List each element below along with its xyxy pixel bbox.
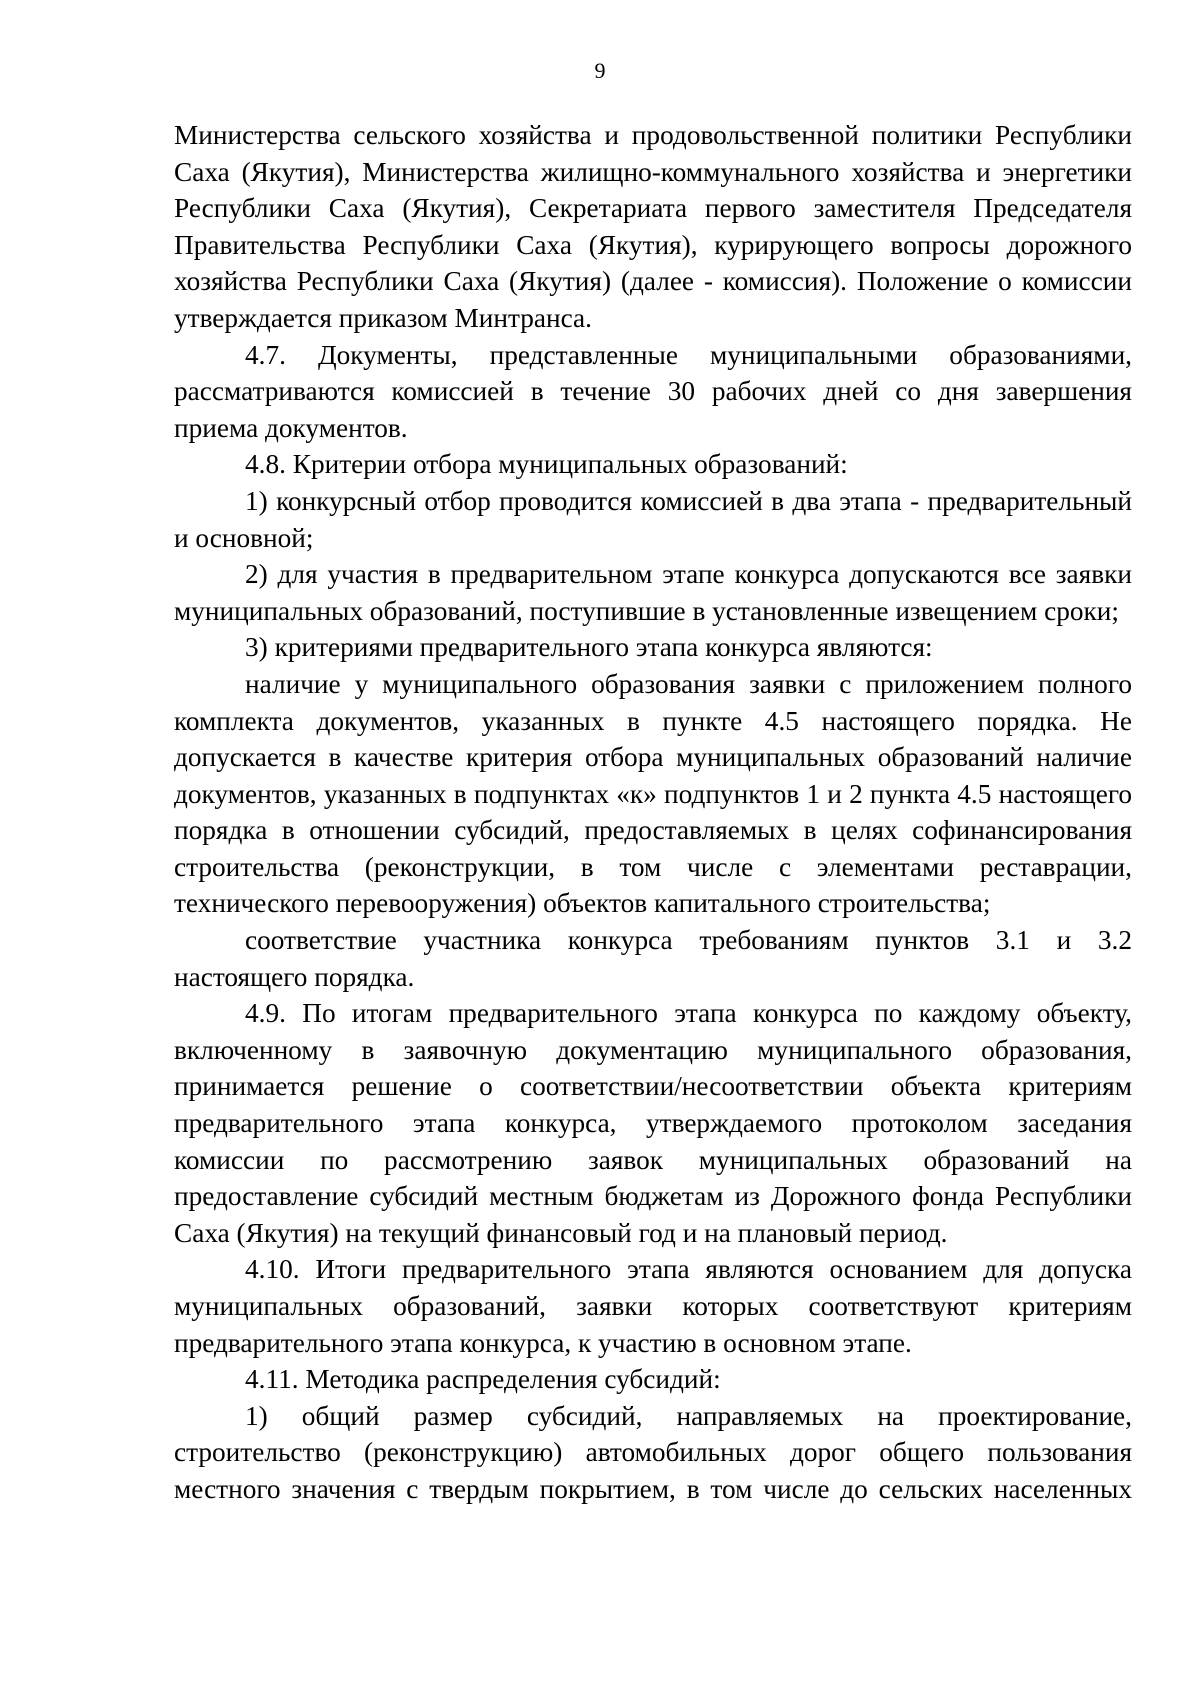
paragraph-criterion-documents: наличие у муниципального образования заявки с приложением полного комплекта документов, указанных в пункте 4.5 настоящего порядка. Не допускается в качестве критерия отбора муниципальных образований наличие документов, указанных в подпунктах «к» подпунктов 1 и 2 пункта 4.5 настоящего порядка в отношении субсидий, предоставляемых в целях софинансирования строительства (реконструкции, в том числе с элементами реставрации, технического перевооружения) объектов капитального строительства; <box>174 668 1132 919</box>
paragraph-4-8-item-3: 3) критериями предварительного этапа конкурса являются: <box>245 632 933 663</box>
paragraph-criterion-requirements: соответствие участника конкурса требованиям пунктов 3.1 и 3.2 настоящего порядка. <box>174 925 1132 992</box>
document-body <box>174 117 1132 1508</box>
page-number: 9 <box>594 58 606 83</box>
paragraph-4-7: 4.7. Документы, представленные муниципальными образованиями, рассматриваются комиссией в течение 30 рабочих дней со дня завершения приема документов. <box>174 339 1132 443</box>
paragraph-4-11: 4.11. Методика распределения субсидий: <box>245 1364 721 1395</box>
paragraph-4-9: 4.9. По итогам предварительного этапа конкурса по каждому объекту, включенному в заявочную документацию муниципального образования, принимается решение о соответствии/несоответствии объекта критериям предварительного этапа конкурса, утверждаемого протоколом заседания комиссии по рассмотрению заявок муниципальных образований на предоставление субсидий местным бюджетам из Дорожного фонда Республики Саха (Якутия) на текущий финансовый год и на плановый период. <box>174 998 1132 1248</box>
paragraph-4-8-item-2: 2) для участия в предварительном этапе конкурса допускаются все заявки муниципальных образований, поступившие в установленные извещением сроки; <box>174 559 1132 626</box>
paragraph-commission-composition: Министерства сельского хозяйства и продовольственной политики Республики Саха (Якутия), Министерства жилищно-коммунального хозяйства и энергетики Республики Саха (Якутия), Секретариата первого заместителя Председателя Правительства Республики Саха (Якутия), курирующего вопросы дорожного хозяйства Республики Саха (Якутия) (далее - комиссия). Положение о комиссии утверждается приказом Минтранса. <box>174 120 1132 333</box>
paragraph-4-11-item-1: 1) общий размер субсидий, направляемых на проектирование, строительство (реконструкцию) автомобильных дорог общего пользования местного значения с твердым покрытием, в том числе до сельских населенных <box>174 1400 1132 1504</box>
paragraph-4-8: 4.8. Критерии отбора муниципальных образований: <box>245 449 848 480</box>
paragraph-4-10: 4.10. Итоги предварительного этапа являются основанием для допуска муниципальных образований, заявки которых соответствуют критериям предварительного этапа конкурса, к участию в основном этапе. <box>174 1254 1132 1358</box>
paragraph-4-8-item-1: 1) конкурсный отбор проводится комиссией в два этапа - предварительный и основной; <box>174 485 1132 553</box>
